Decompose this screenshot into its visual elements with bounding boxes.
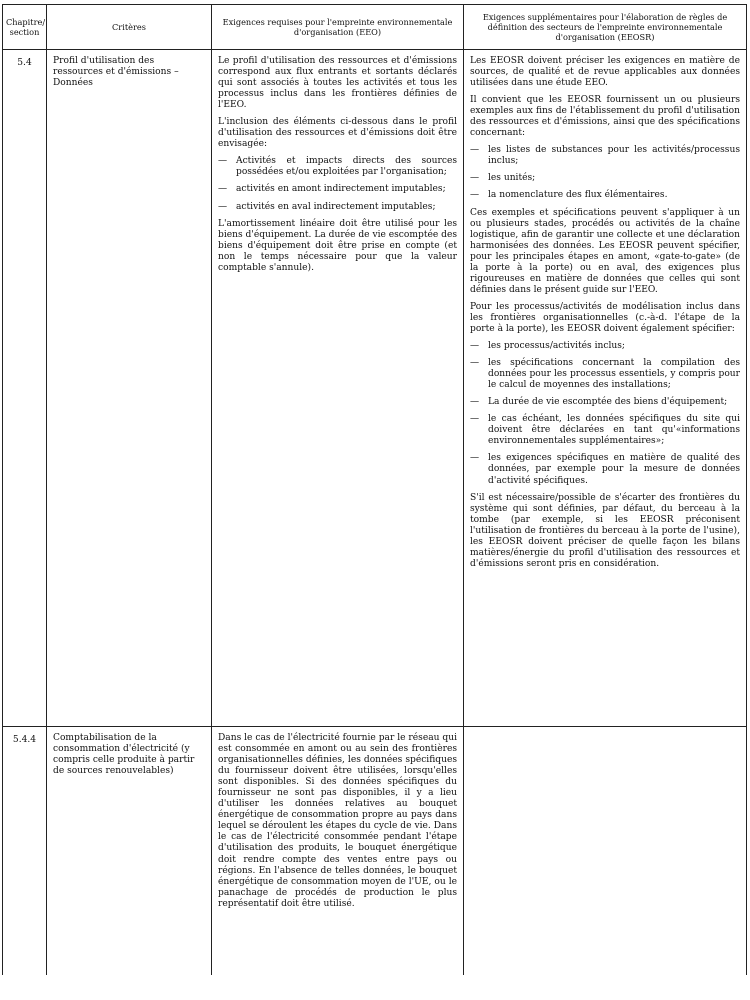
paragraph: L'amortissement linéaire doit être utilisé pour les biens d'équipement. La durée de vie escomptée des biens d'équipement doit être prise en compte (et non le temps nécessaire pour que la valeur comptable s'annule). (218, 218, 457, 273)
list-item: — les unités; (470, 173, 740, 184)
section-number: 5.4.4 (3, 727, 47, 976)
paragraph: Ces exemples et spécifications peuvent s'appliquer à un ou plusieurs stades, procédés ou activités de la chaîne logistique, afin de garantir une collecte et une déclaration harmonisées des données. Les EEOSR peuvent spécifier, pour les principales étapes en amont, «gate-to-gate» (de la porte à la porte) ou en aval, des exigences plus rigoureuses en matière de données que celles qui sont définies dans le présent guide sur l'EEO. (470, 207, 740, 295)
table-row (3, 727, 747, 976)
paragraph: S'il est nécessaire/possible de s'écarter des frontières du système qui sont définies, par défaut, du berceau à la tombe (par exemple, si les EEOSR préconisent l'utilisation de frontières du berceau à la porte de l'usine), les EEOSR doivent préciser de quelle façon les bilans matières/énergie du profil d'utilisation des ressources et d'émissions seront pris en considération. (470, 492, 740, 569)
list-item: — la nomenclature des flux élémentaires. (470, 190, 740, 201)
paragraph: Les EEOSR doivent préciser les exigences en matière de sources, de qualité et de revue applicables aux données utilisées dans une étude EEO. (470, 56, 740, 89)
criteria-cell: Profil d'utilisation des ressources et d'émissions – Données (47, 50, 212, 727)
header-chapter: Chapitre/ section (3, 5, 47, 50)
list-item: — les exigences spécifiques en matière de qualité des données, par exemple pour la mesure de données d'activité spécifiques. (470, 453, 740, 486)
eeosr-requirements-cell (464, 50, 747, 727)
requirements-table (2, 4, 747, 975)
list-item: — activités en aval indirectement imputables; (218, 202, 457, 213)
table-row (3, 50, 747, 727)
dash-list (470, 341, 740, 487)
paragraph: Le profil d'utilisation des ressources et d'émissions correspond aux flux entrants et sortants déclarés qui sont associés à toutes les activités et tous les processus inclus dans les frontières définies de l'EEO. (218, 56, 457, 111)
paragraph: Dans le cas de l'électricité fournie par le réseau qui est consommée en amont ou au sein des frontières organisationnelles définies, les données spécifiques du fournisseur doivent être utilisées, lorsqu'elles sont disponibles. Si des données spécifiques du fournisseur ne sont pas disponibles, il y a lieu d'utiliser les données relatives au bouquet énergétique de consommation propre au pays dans lequel se déroulent les étapes du cycle de vie. Dans le cas de l'électricité consommée pendant l'étape d'utilisation des produits, le bouquet énergétique doit rendre compte des ventes entre pays ou régions. En l'absence de telles données, le bouquet énergétique de consommation moyen de l'UE, ou le panachage de procédés de production le plus représentatif doit être utilisé. (218, 733, 457, 909)
list-item: — le cas échéant, les données spécifiques du site qui doivent être déclarées en tant qu'«informations environnementales supplémentaires»; (470, 414, 740, 447)
dash-list (470, 145, 740, 201)
list-item: — La durée de vie escomptée des biens d'équipement; (470, 397, 740, 408)
dash-list (218, 156, 457, 212)
eeosr-requirements-cell (464, 727, 747, 976)
header-criteria: Critères (47, 5, 212, 50)
eeo-requirements-cell (212, 50, 464, 727)
paragraph: Il convient que les EEOSR fournissent un ou plusieurs exemples aux fins de l'établissement du profil d'utilisation des ressources et d'émissions, ainsi que des spécifications concernant: (470, 95, 740, 139)
list-item: — Activités et impacts directs des sources possédées et/ou exploitées par l'organisation; (218, 156, 457, 178)
table-header-row (3, 5, 747, 50)
paragraph: Pour les processus/activités de modélisation inclus dans les frontières organisationnelles (c.-à-d. l'étape de la porte à la porte), les EEOSR doivent également spécifier: (470, 301, 740, 334)
header-eeo: Exigences requises pour l'empreinte environnementale d'organisation (EEO) (212, 5, 464, 50)
list-item: — activités en amont indirectement imputables; (218, 184, 457, 195)
list-item: — les spécifications concernant la compilation des données pour les processus essentiels, y compris pour le calcul de moyennes des installations; (470, 358, 740, 391)
header-eeosr: Exigences supplémentaires pour l'élaboration de règles de définition des secteurs de l'empreinte environnementale d'organisation (EEOSR) (464, 5, 747, 50)
section-number: 5.4 (3, 50, 47, 727)
eeo-requirements-cell (212, 727, 464, 976)
criteria-cell: Comptabilisation de la consommation d'électricité (y compris celle produite à partir de sources renouvelables) (47, 727, 212, 976)
requirements-table-page (2, 4, 746, 975)
list-item: — les listes de substances pour les activités/processus inclus; (470, 145, 740, 167)
list-item: — les processus/activités inclus; (470, 341, 740, 352)
paragraph: L'inclusion des éléments ci-dessous dans le profil d'utilisation des ressources et d'émissions doit être envisagée: (218, 117, 457, 150)
